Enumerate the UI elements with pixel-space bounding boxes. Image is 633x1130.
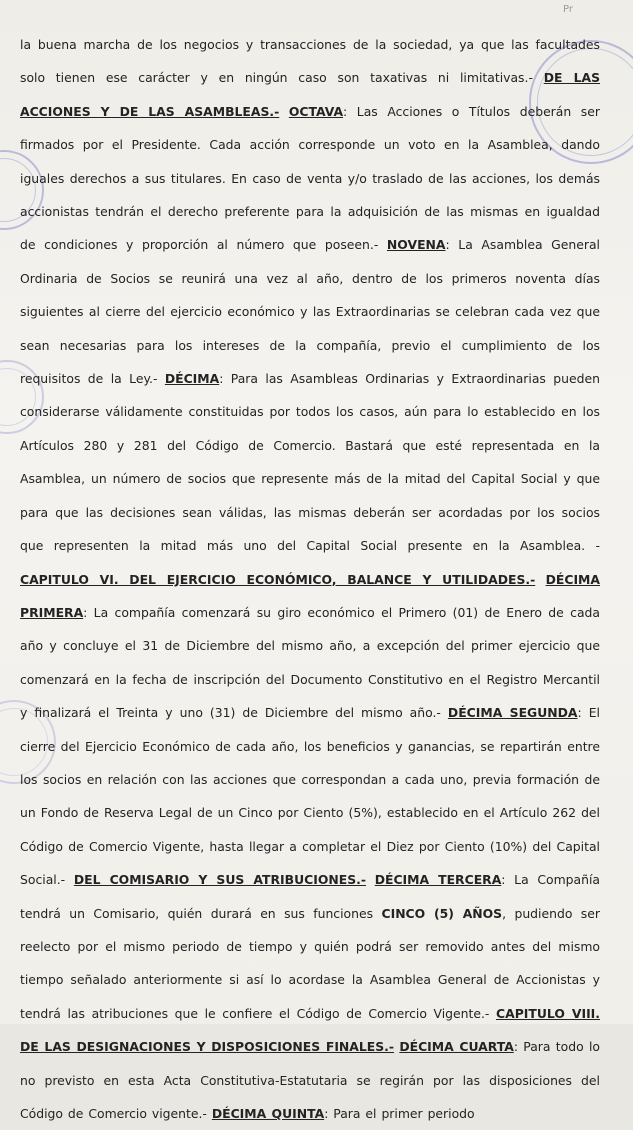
text-decima-tercera-b: , pudiendo ser reelecto por el mismo periodo de tiempo y quién podrá ser removido antes del mismo tiempo señalado anteriormente si así lo acordase la Asamblea General de Accionistas y tendrá las atribuciones que le confiere el Código de Comercio Vigente.- <box>20 905 600 1021</box>
heading-decima-segunda: DÉCIMA SEGUNDA <box>447 705 578 721</box>
text-decima-primera: : La compañía comenzará su giro económico el Primero (01) de Enero de cada año y concluye el 31 de Diciembre del mismo año, a excepción del primer ejercicio que comenzará en la fecha de inscripción del Documento Constitutivo en el Registro Mercantil y finalizará el Treinta y uno (31) de Diciembre del mismo año.- <box>20 604 600 721</box>
corner-mark: Pr <box>563 4 573 15</box>
text-decima-cuarta: : Para todo lo no previsto en esta Acta Constitutiva-Estatutaria se regirán por las disposiciones del Código de Comercio vigente.- <box>20 1039 600 1121</box>
heading-capitulo-viii: CAPITULO VIII. DE LAS DESIGNACIONES Y DISPOSICIONES FINALES.- <box>20 1005 600 1055</box>
heading-octava: OCTAVA <box>288 103 344 119</box>
text-decima: : Para las Asambleas Ordinarias y Extraordinarias pueden considerarse válidamente constituidas por todos los casos, aún para lo establecido en los Artículos 280 y 281 del Código de Comercio. Bastará que esté representada en la Asamblea, un número de socios que represente más de la mitad del Capital Social y que para que las decisiones sean válidas, las mismas deberán ser acordadas por los socios que representen la mitad más uno del Capital Social presente en la Asamblea. - <box>20 371 600 554</box>
text-decima-tercera-a: : La Compañía tendrá un Comisario, quién durará en sus funciones <box>20 872 600 921</box>
heading-acciones: DE LAS ACCIONES Y DE LAS ASAMBLEAS.- <box>20 70 600 119</box>
heading-decima-cuarta: DÉCIMA CUARTA <box>399 1039 514 1055</box>
heading-decima-tercera: DÉCIMA TERCERA <box>374 872 502 888</box>
heading-novena: NOVENA <box>386 237 446 253</box>
text-decima-quinta: : Para el primer periodo <box>324 1106 475 1121</box>
body-paragraph <box>20 28 600 1130</box>
text-octava: : Las Acciones o Títulos deberán ser firmados por el Presidente. Cada acción corresponde un voto en la Asamblea, dando iguales derechos a sus titulares. En caso de venta y/o traslado de las acciones, los demás accionistas tendrán el derecho preferente para la adquisición de las mismas en igualdad de condiciones y proporción al número que poseen.- <box>20 103 600 253</box>
document-body <box>20 28 600 1130</box>
heading-capitulo-vi: CAPITULO VI. DEL EJERCICIO ECONÓMICO, BALANCE Y UTILIDADES.- <box>20 571 536 587</box>
text-intro: la buena marcha de los negocios y transacciones de la sociedad, ya que las facultades solo tienen ese carácter y en ningún caso son taxativas ni limitativas.- <box>20 37 600 86</box>
text-cinco-anos: CINCO (5) AÑOS <box>381 905 503 921</box>
heading-decima-primera: DÉCIMA PRIMERA <box>20 571 600 620</box>
text-decima-segunda: : El cierre del Ejercicio Económico de cada año, los beneficios y ganancias, se repartirán entre los socios en relación con las acciones que correspondan a cada uno, previa formación de un Fondo de Reserva Legal de un Cinco por Ciento (5%), establecido en el Artículo 262 del Código de Comercio Vigente, hasta llegar a completar el Diez por Ciento (10%) del Capital Social.- <box>20 705 600 888</box>
heading-decima-quinta: DÉCIMA QUINTA <box>211 1106 325 1121</box>
heading-comisario: DEL COMISARIO Y SUS ATRIBUCIONES.- <box>73 872 366 888</box>
heading-decima: DÉCIMA <box>164 371 220 387</box>
text-novena: : La Asamblea General Ordinaria de Socios se reunirá una vez al año, dentro de los primeros noventa días siguientes al cierre del ejercicio económico y las Extraordinarias se celebran cada vez que sean necesarias para los intereses de la compañía, previo el cumplimiento de los requisitos de la Ley.- <box>20 237 600 387</box>
